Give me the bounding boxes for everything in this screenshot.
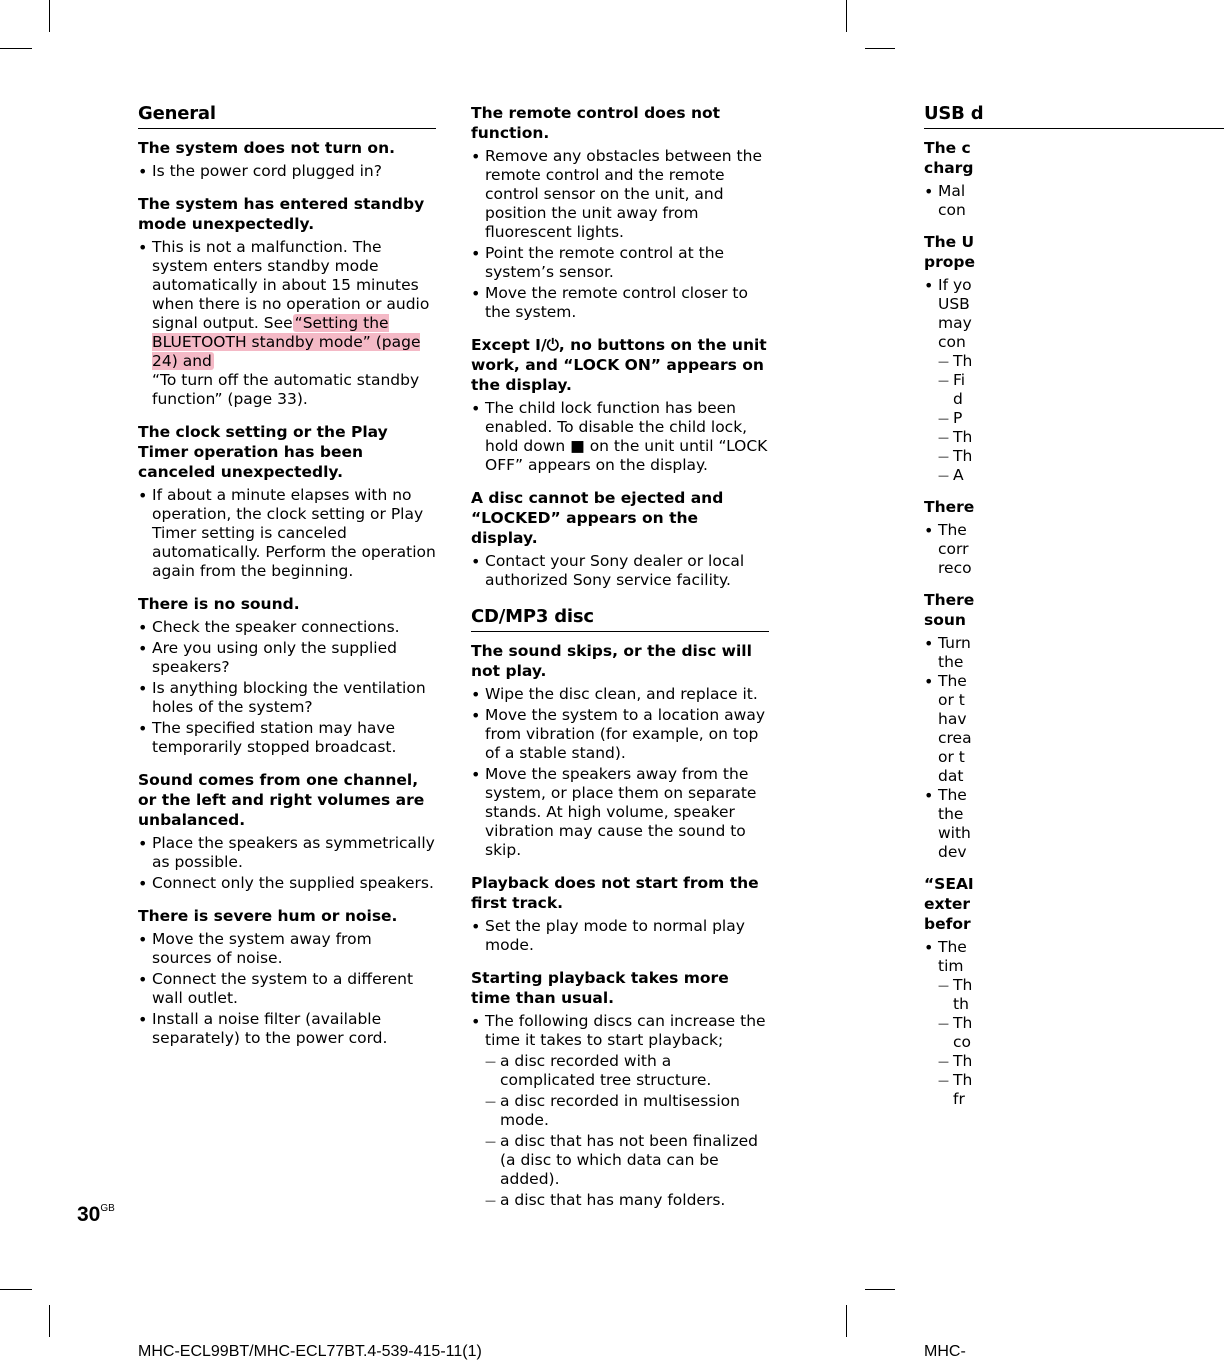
cut-off-line: tim — [938, 957, 964, 975]
bullet-item: • The specified station may have temporarily stopped broadcast. — [138, 719, 436, 757]
bullet-item: • Are you using only the supplied speakers? — [138, 639, 436, 677]
cut-off-line: may — [938, 314, 972, 332]
bullet-item: • The following discs can increase the time it takes to start playback; — [471, 1012, 769, 1050]
cut-off-line: • Mal — [924, 182, 1224, 201]
bullet-item — [138, 238, 436, 409]
question-heading: The sound skips, or the disc will not play. — [471, 642, 752, 680]
cut-off-line: The U — [924, 233, 975, 251]
cut-off-line: — Th — [924, 1052, 1224, 1071]
bullet-item: • Remove any obstacles between the remote control and the remote control sensor on the unit, and position the unit away from fluorescent lights. — [471, 147, 769, 242]
column-middle — [471, 103, 769, 1223]
dash-item: — a disc that has not been finalized (a disc to which data can be added). — [471, 1132, 769, 1189]
bullet-item: • Wipe the disc clean, and replace it. — [471, 685, 769, 704]
question-heading: The system has entered standby mode unexpectedly. — [138, 195, 425, 233]
cut-off-line: charg — [924, 159, 974, 177]
highlighted-reference: “Setting the BLUETOOTH standby mode” (page 24) and — [152, 314, 421, 370]
bullet-item: • Move the speakers away from the system, or place them on separate stands. At high volume, speaker vibration may cause the sound to skip. — [471, 765, 769, 860]
cut-off-line: — Th — [924, 976, 1224, 995]
dash-item: — a disc that has many folders. — [471, 1191, 769, 1210]
cut-off-line: co — [953, 1033, 972, 1051]
cut-off-line: soun — [924, 611, 966, 629]
bullet-item: • If about a minute elapses with no operation, the clock setting or Play Timer setting is canceled automatically. Perform the operation again from the beginning. — [138, 486, 436, 581]
cut-off-line: • Turn — [924, 634, 1224, 653]
bullet-item: • Place the speakers as symmetrically as possible. — [138, 834, 436, 872]
cut-off-line: “SEAI — [924, 875, 974, 893]
cut-off-line: d — [953, 390, 963, 408]
cut-off-line: — Th — [924, 352, 1224, 371]
cut-off-line: prope — [924, 253, 975, 271]
bullet-item: • Contact your Sony dealer or local authorized Sony service facility. — [471, 552, 769, 590]
cut-off-line: — Th — [924, 1071, 1224, 1090]
troubleshooting-entry — [471, 335, 769, 475]
section-heading: CD/MP3 disc — [471, 606, 769, 632]
question-heading: The system does not turn on. — [138, 139, 395, 157]
troubleshooting-entry — [471, 873, 769, 955]
troubleshooting-entry — [471, 641, 769, 860]
cut-off-line: con — [938, 333, 966, 351]
cut-off-line: USB — [938, 295, 970, 313]
bullet-item: • The child lock function has been enabled. To disable the child lock, hold down ■ on the unit until “LOCK OFF” appears on the display. — [471, 399, 769, 475]
question-heading: Sound comes from one channel, or the left and right volumes are unbalanced. — [138, 771, 425, 829]
crop-mark — [0, 48, 32, 49]
troubleshooting-entry — [471, 488, 769, 590]
bullet-item: • Point the remote control at the system’s sensor. — [471, 244, 769, 282]
crop-mark — [846, 1305, 847, 1337]
bullet-item: • Set the play mode to normal play mode. — [471, 917, 769, 955]
question-heading: The clock setting or the Play Timer operation has been canceled unexpectedly. — [138, 423, 388, 481]
question-heading: A disc cannot be ejected and “LOCKED” appears on the display. — [471, 489, 724, 547]
cut-off-line: reco — [938, 559, 972, 577]
cut-off-line: — Th — [924, 1014, 1224, 1033]
cut-off-line: or t — [938, 691, 965, 709]
bullet-item: • Move the system to a location away from vibration (for example, on top of a stable stand). — [471, 706, 769, 763]
cut-off-line: • The — [924, 672, 1224, 691]
bullet-item: • Is anything blocking the ventilation holes of the system? — [138, 679, 436, 717]
footer-model: MHC-ECL99BT/MHC-ECL77BT.4-539-415-11(1) — [138, 1343, 482, 1360]
dash-item: — a disc recorded in multisession mode. — [471, 1092, 769, 1130]
cut-off-line: or t — [938, 748, 965, 766]
cut-off-line: — Th — [924, 428, 1224, 447]
cut-off-line: • If yo — [924, 276, 1224, 295]
troubleshooting-entry — [138, 906, 436, 1048]
crop-mark — [846, 0, 847, 32]
column-left — [138, 103, 436, 1061]
bullet-item: • Move the remote control closer to the system. — [471, 284, 769, 322]
cut-off-line: befor — [924, 915, 971, 933]
cut-off-line: — A — [924, 466, 1224, 485]
cut-off-line: con — [938, 201, 966, 219]
question-heading: Except I/⏻, no buttons on the unit work, and “LOCK ON” appears on the display. — [471, 336, 767, 394]
bullet-item: • Install a noise filter (available separately) to the power cord. — [138, 1010, 436, 1048]
cut-off-line: th — [953, 995, 969, 1013]
cut-off-line: fr — [953, 1090, 965, 1108]
crop-mark — [49, 0, 50, 32]
troubleshooting-entry — [138, 422, 436, 581]
cut-off-line: There — [924, 591, 975, 609]
bullet-text: This is not a malfunction. The system enters standby mode automatically in about 15 minutes when there is no operation or audio signal output. See — [152, 238, 430, 332]
cut-off-line: dev — [938, 843, 967, 861]
troubleshooting-entry — [138, 770, 436, 893]
cut-off-line: — P — [924, 409, 1224, 428]
bullet-item: • Move the system away from sources of noise. — [138, 930, 436, 968]
cut-off-line: crea — [938, 729, 972, 747]
bullet-item: • Is the power cord plugged in? — [138, 162, 436, 181]
cut-off-line: • The — [924, 938, 1224, 957]
cut-off-line: corr — [938, 540, 969, 558]
page-number: $30^{GB}$ — [77, 1203, 115, 1226]
troubleshooting-entry — [138, 594, 436, 757]
section-heading: General — [138, 103, 436, 129]
section-heading: USB d — [924, 103, 1224, 129]
footer-model-next: MHC- — [924, 1343, 966, 1360]
cut-off-line: There — [924, 498, 975, 516]
page-suffix: GB — [100, 1203, 115, 1214]
cut-off-line: exter — [924, 895, 971, 913]
question-heading: The remote control does not function. — [471, 104, 721, 142]
cut-off-line: — Fi — [924, 371, 1224, 390]
bullet-item: • Connect the system to a different wall outlet. — [138, 970, 436, 1008]
question-heading: Playback does not start from the first track. — [471, 874, 759, 912]
question-heading: There is severe hum or noise. — [138, 907, 398, 925]
crop-mark — [865, 48, 895, 49]
troubleshooting-entry — [138, 194, 436, 409]
bullet-item: • Connect only the supplied speakers. — [138, 874, 436, 893]
troubleshooting-entry — [471, 103, 769, 322]
crop-mark — [49, 1305, 50, 1337]
column-right — [924, 103, 1224, 1109]
question-heading: Starting playback takes more time than usual. — [471, 969, 729, 1007]
cut-off-line: the — [938, 805, 964, 823]
crop-mark — [865, 1289, 895, 1290]
cut-off-line: • The — [924, 786, 1224, 805]
crop-mark — [0, 1289, 32, 1290]
question-heading: There is no sound. — [138, 595, 300, 613]
bullet-text: “To turn off the automatic standby function” (page 33). — [152, 371, 420, 408]
troubleshooting-entry — [471, 968, 769, 1210]
dash-item: — a disc recorded with a complicated tree structure. — [471, 1052, 769, 1090]
bullet-item: • Check the speaker connections. — [138, 618, 436, 637]
cut-off-line: hav — [938, 710, 967, 728]
cut-off-line: • The — [924, 521, 1224, 540]
cut-off-line: — Th — [924, 447, 1224, 466]
cut-off-line: dat — [938, 767, 964, 785]
troubleshooting-entry — [138, 138, 436, 181]
cut-off-line: with — [938, 824, 971, 842]
cut-off-line: The c — [924, 139, 971, 157]
cut-off-line: the — [938, 653, 964, 671]
